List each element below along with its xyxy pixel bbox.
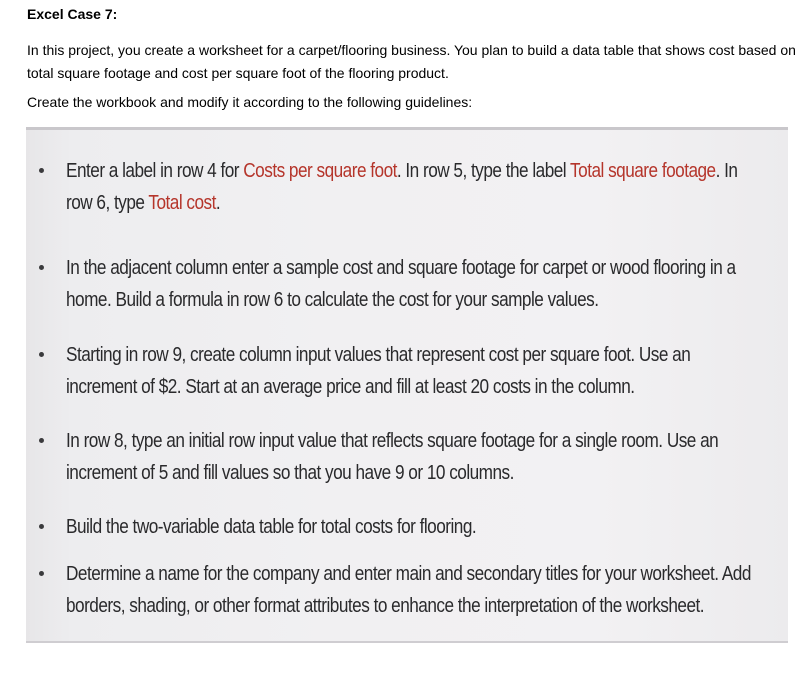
guideline-text: . In row 6, type <box>66 160 738 214</box>
guideline-text: In row 8, type an initial row input value that reflects square footage for a single room. Use an increment of 5 and fill values so that you have 9 or 10 columns. <box>66 430 719 484</box>
guideline-text: In the adjacent column enter a sample cost and square footage for carpet or wood flooring in a home. Build a formula in row 6 to calculate the cost for your sample values. <box>66 257 736 311</box>
bullet-icon <box>39 265 44 270</box>
guideline-text: Determine a name for the company and enter main and secondary titles for your worksheet. Add borders, shading, or other format attributes to enhance the interpretation of the worksheet. <box>66 563 751 617</box>
guideline-item-labels <box>66 155 764 219</box>
guideline-item-sample-values <box>66 252 764 316</box>
highlight-costs-per-square-foot: Costs per square foot <box>243 160 397 182</box>
guideline-item-column-input <box>66 339 764 403</box>
case-title: Excel Case 7: <box>27 6 118 22</box>
guideline-item-titles-formatting <box>66 558 764 622</box>
bullet-icon <box>39 352 44 357</box>
guidelines-heading: Create the workbook and modify it according to the following guidelines: <box>27 94 473 110</box>
highlight-total-square-footage: Total square footage <box>570 160 716 182</box>
bullet-icon <box>39 438 44 443</box>
intro-paragraph: In this project, you create a worksheet for a carpet/flooring business. You plan to build a data table that shows cost based on total square footage and cost per square foot of the flooring product. <box>27 42 796 81</box>
bullet-icon <box>39 168 44 173</box>
guideline-text: Build the two-variable data table for total costs for flooring. <box>66 516 477 538</box>
bullet-icon <box>39 524 44 529</box>
guideline-item-row-input <box>66 425 764 489</box>
guideline-item-data-table <box>66 511 764 543</box>
guideline-text: . In row 5, type the label <box>396 160 571 182</box>
highlight-total-cost: Total cost <box>148 192 216 214</box>
guideline-text: Enter a label in row 4 for <box>66 160 244 182</box>
guideline-text: Starting in row 9, create column input values that represent cost per square foot. Use an increment of $2. Start at an average price and fill at least 20 costs in the column. <box>66 344 691 398</box>
bullet-icon <box>39 571 44 576</box>
guideline-text: . <box>215 192 221 214</box>
scanned-guidelines-image <box>26 127 788 643</box>
